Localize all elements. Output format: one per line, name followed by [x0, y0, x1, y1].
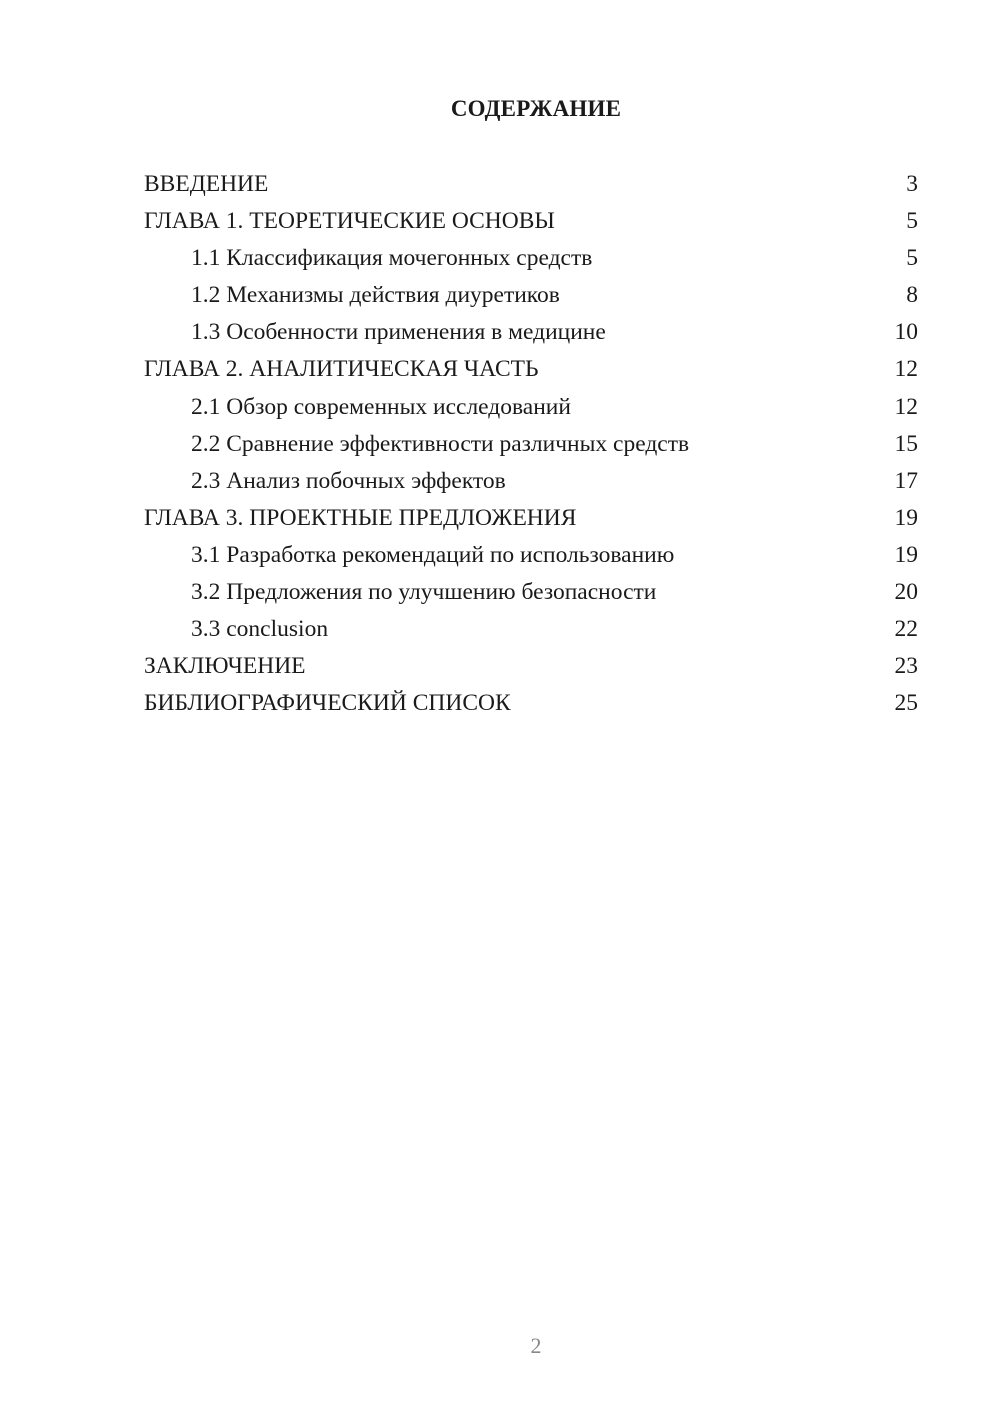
toc-entry-page: 12 — [894, 356, 918, 383]
toc-entry-page: 22 — [894, 616, 918, 643]
toc-entry-introduction[interactable] — [144, 169, 918, 206]
toc-entry-section-1-3[interactable] — [144, 317, 918, 354]
table-of-contents — [144, 169, 918, 725]
toc-entry-section-3-1[interactable] — [144, 540, 918, 577]
toc-entry-chapter-2[interactable] — [144, 354, 918, 391]
toc-entry-label: 1.1 Классификация мочегонных средств — [191, 245, 593, 272]
toc-entry-page: 25 — [894, 690, 918, 717]
toc-entry-page: 3 — [906, 171, 918, 197]
toc-entry-page: 17 — [894, 467, 918, 494]
toc-entry-label: 2.2 Сравнение эффективности различных средств — [191, 430, 690, 457]
toc-entry-label: ГЛАВА 2. АНАЛИТИЧЕСКАЯ ЧАСТЬ — [144, 356, 539, 383]
toc-entry-label: 2.1 Обзор современных исследований — [191, 393, 571, 420]
toc-entry-chapter-3[interactable] — [144, 503, 918, 540]
toc-entry-section-1-1[interactable] — [144, 243, 918, 280]
toc-entry-page: 23 — [894, 653, 918, 680]
toc-entry-bibliography[interactable] — [144, 688, 918, 725]
toc-entry-page: 12 — [894, 393, 918, 420]
toc-entry-page: 19 — [894, 504, 918, 531]
toc-entry-section-2-3[interactable] — [144, 466, 918, 503]
toc-entry-page: 10 — [894, 319, 918, 346]
toc-entry-section-3-2[interactable] — [144, 577, 918, 614]
toc-entry-label: ЗАКЛЮЧЕНИЕ — [144, 653, 306, 680]
page-number: 2 — [530, 1333, 542, 1358]
toc-entry-label: 1.3 Особенности применения в медицине — [191, 319, 606, 346]
toc-entry-label: ГЛАВА 1. ТЕОРЕТИЧЕСКИЕ ОСНОВЫ — [144, 208, 555, 235]
toc-entry-page: 5 — [906, 208, 918, 235]
toc-entry-page: 5 — [906, 245, 918, 272]
toc-entry-section-2-2[interactable] — [144, 429, 918, 466]
toc-entry-label: БИБЛИОГРАФИЧЕСКИЙ СПИСОК — [144, 690, 511, 717]
toc-entry-page: 15 — [894, 430, 918, 457]
toc-entry-section-2-1[interactable] — [144, 392, 918, 429]
toc-entry-label: 3.2 Предложения по улучшению безопасности — [191, 579, 657, 606]
toc-entry-label: 3.3 conclusion — [191, 616, 329, 643]
page-title: СОДЕРЖАНИЕ — [450, 96, 622, 121]
toc-entry-label: 1.2 Механизмы действия диуретиков — [191, 282, 560, 309]
toc-entry-page: 19 — [894, 541, 918, 568]
toc-entry-label: 2.3 Анализ побочных эффектов — [191, 467, 506, 494]
toc-entry-chapter-1[interactable] — [144, 206, 918, 243]
toc-entry-section-1-2[interactable] — [144, 280, 918, 317]
toc-entry-section-3-3[interactable] — [144, 614, 918, 651]
toc-entry-label: ВВЕДЕНИЕ — [144, 171, 269, 197]
toc-entry-conclusion[interactable] — [144, 651, 918, 688]
toc-entry-page: 8 — [906, 282, 918, 309]
toc-entry-page: 20 — [894, 579, 918, 606]
toc-entry-label: 3.1 Разработка рекомендаций по использованию — [191, 541, 675, 568]
toc-entry-label: ГЛАВА 3. ПРОЕКТНЫЕ ПРЕДЛОЖЕНИЯ — [144, 504, 577, 531]
